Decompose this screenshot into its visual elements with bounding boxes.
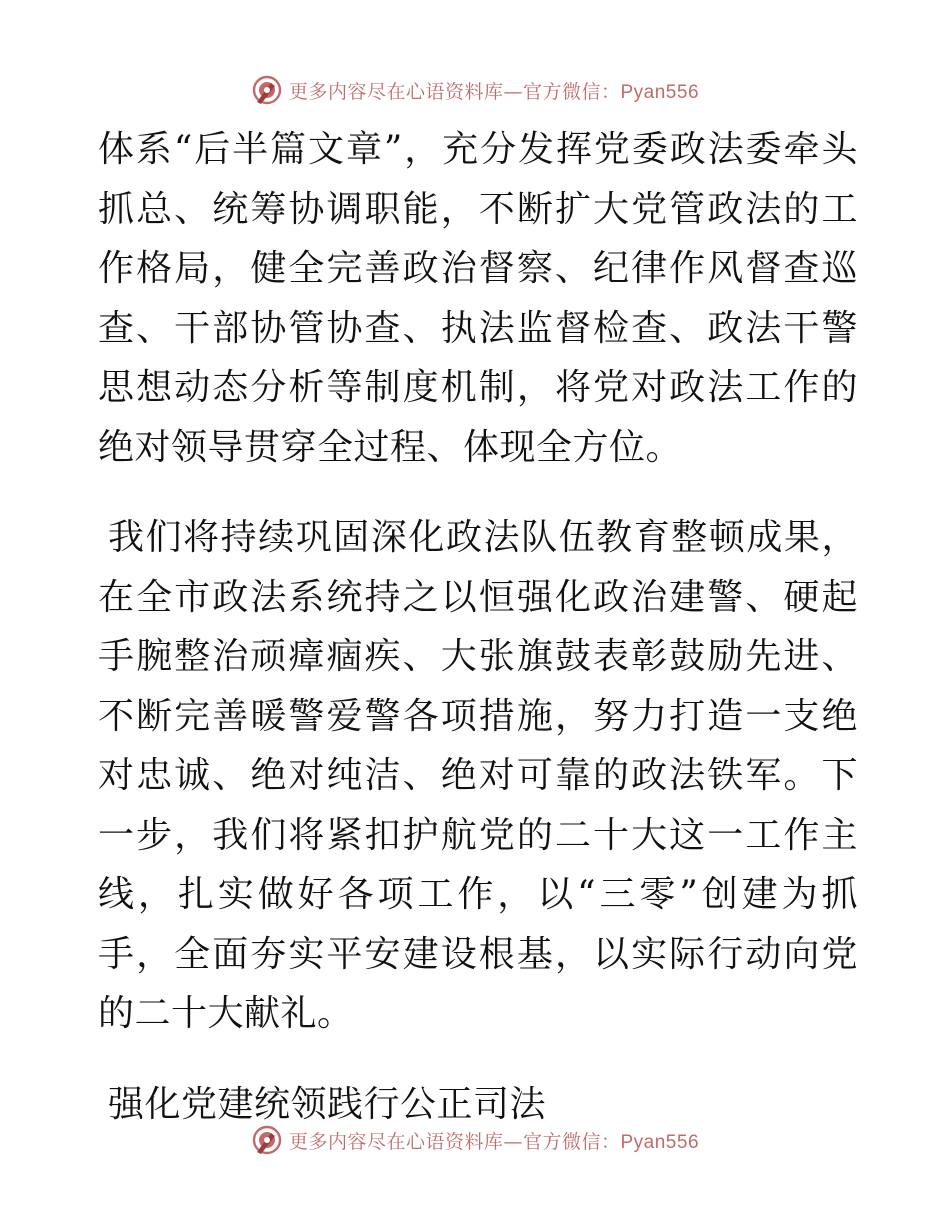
pen-logo-icon	[251, 1124, 283, 1156]
document-body	[98, 120, 858, 1134]
watermark-text: 更多内容尽在心语资料库—官方微信：Pyan556	[288, 1130, 700, 1153]
pen-logo-icon	[251, 74, 283, 106]
paragraph-1: 体系“后半篇文章”，充分发挥党委政法委牵头抓总、统筹协调职能，不断扩大党管政法的工作格局，健全完善政治督察、纪律作风督查巡查、干部协管协查、执法监督检查、政法干警思想动态分析等制度机制，将党对政法工作的绝对领导贯穿全过程、体现全方位。	[98, 129, 858, 468]
watermark-text: 更多内容尽在心语资料库—官方微信：Pyan556	[288, 80, 700, 103]
paragraph-2: 我们将持续巩固深化政法队伍教育整顿成果，在全市政法系统持之以恒强化政治建警、硬起手腕整治顽瘴痼疾、大张旗鼓表彰鼓励先进、不断完善暖警爱警各项措施，努力打造一支绝对忠诚、绝对纯洁、绝对可靠的政法铁军。下一步，我们将紧扣护航党的二十大这一工作主线，扎实做好各项工作，以“三零”创建为抓手，全面夯实平安建设根基，以实际行动向党的二十大献礼。	[98, 517, 858, 1034]
watermark-id: Pyan556	[620, 1131, 700, 1153]
watermark-id: Pyan556	[620, 81, 700, 103]
section-heading: 强化党建统领践行公正司法	[108, 1083, 547, 1125]
header-watermark	[0, 70, 950, 110]
footer-watermark	[0, 1120, 950, 1160]
